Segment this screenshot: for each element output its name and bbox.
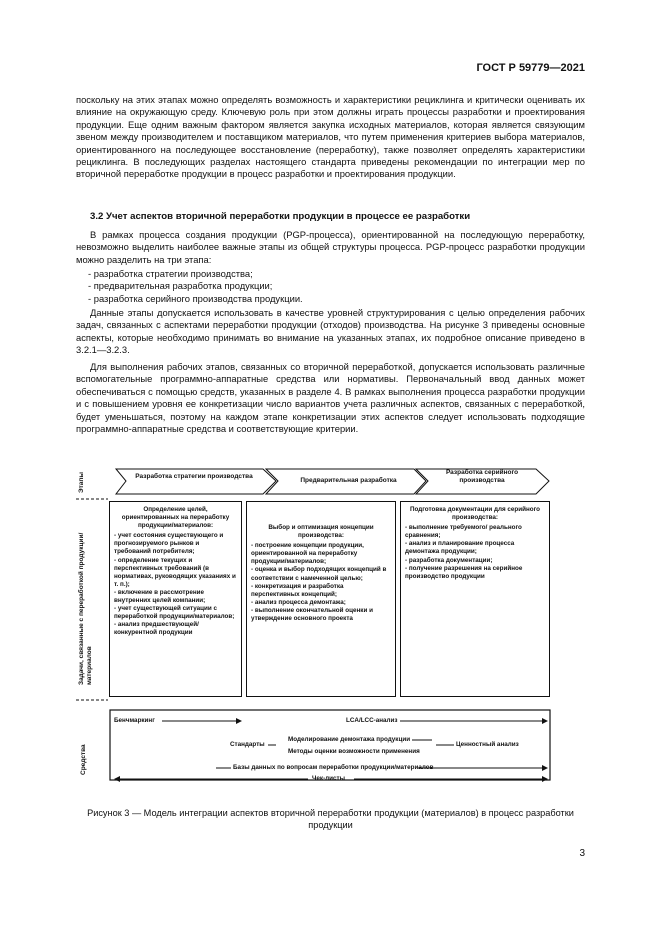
tool-value-analysis: Ценностный анализ	[456, 741, 519, 748]
section-title: 3.2 Учет аспектов вторичной переработки продукции в процессе ее разработки	[90, 211, 471, 222]
task-box-title: Подготовка документации для серийного производства:	[409, 506, 540, 522]
task-box-title: Выбор и оптимизация концепции производства:	[268, 524, 374, 540]
lca-arrowhead	[542, 718, 548, 724]
figure-3	[76, 467, 585, 807]
tool-modeling: Моделирование демонтажа продукции	[288, 736, 411, 743]
figure-caption: Рисунок 3 — Модель интеграции аспектов вторичной переработки продукции (материалов) в процесс разработки продукции	[87, 808, 574, 830]
task-item: - построение концепции продукции, ориентированной на переработку продукции/материалов;	[251, 542, 364, 566]
tool-lca: LCA/LCC-анализ	[346, 717, 398, 724]
task-item: - определение текущих и перспективных требований (в нормативах, руководящих указаниях и т. п.);	[114, 556, 236, 588]
tool-methods: Методы оценки возможности применения	[288, 748, 420, 755]
tool-databases: Базы данных по вопросам переработки продукции/материалов	[233, 764, 434, 771]
task-item: - анализ и планирование процесса демонтажа продукции;	[405, 540, 515, 556]
task-item: - включение в рассмотрение внутренних целей компании;	[114, 588, 206, 605]
stage-label: Предварительная разработка	[300, 477, 397, 484]
tool-checklists: Чек-листы	[312, 775, 346, 782]
task-item: - учет состояния существующего и прогнозируемого рынков и требований потребителя;	[114, 532, 224, 556]
section-paragraph-2: Данные этапы допускается использовать в качестве уровней структурирования с целью определения рабочих задач, связанных с аспектами переработки продукции (отходов) производства. На рисунке 3 приведены основные аспекты, которые необходимо принимать во внимание на указанных этапах, их подробное описание приведено в 3.2.1—3.2.3.	[76, 307, 585, 356]
tool-standards: Стандарты	[230, 741, 265, 748]
list-item: - предварительная разработка продукции;	[88, 280, 273, 292]
checklists-arrowhead-right	[542, 776, 548, 782]
list-item: - разработка стратегии производства;	[88, 268, 253, 279]
stage-label: Разработка серийного производства	[445, 469, 519, 484]
list-item: - разработка серийного производства продукции.	[88, 292, 303, 304]
benchmarking-arrowhead	[236, 718, 242, 724]
stage-list	[76, 268, 303, 305]
task-box-preliminary	[246, 501, 396, 697]
document-header: ГОСТ Р 59779—2021	[476, 62, 585, 74]
section-paragraph-3: Для выполнения рабочих этапов, связанных со вторичной переработкой, допускается использовать различные вспомогательные программно-аппаратные средства или нормативы. Первоначальный ввод данных может обеспечиваться с помощью средств, указанных в разделе 4. В рамках выполнения процесса разработки продукции и с повышением уровня ее конкретизации число вариантов учета различных аспектов, связанных с переработкой, будет уменьшаться, поэтому на каждом этапе конкретизации этих аспектов следует использовать подходящие программно-аппаратные средства и соответствующие критерии.	[76, 361, 585, 435]
task-box-strategy	[109, 501, 242, 697]
checklists-arrowhead-left	[114, 776, 120, 782]
intro-paragraph: поскольку на этих этапах можно определять возможность и характеристики рециклинга и критически оценивать их влияние на окружающую среду. Ключевую роль при этом должны играть процессы разработки и проектирования продукции. Еще одним важным фактором является закупка исходных материалов, которая является связующим звеном между производителем и поставщиком материалов, что путем применения критериев выбора материалов, ориентированного на последующее восстановление (переработку), также позволяет определять характеристики рециклинга. В последующих разделах настоящего стандарта приведены рекомендации по интеграции мер по вторичной переработке продукции в процесс разработки и проектирования продукции.	[76, 94, 585, 180]
section-paragraph-1: В рамках процесса создания продукции (PGP-процесса), ориентированной на последующую переработку, невозможно выделить наиболее важные этапы из общей структуры процесса. PGP-процесс разработки продукции можно разделить на три этапа:	[76, 229, 585, 265]
row-label-tasks: Задачи, связанные с переработкой продукции/материалов	[78, 532, 93, 685]
task-box-title: Определение целей, ориентированных на переработку продукции/материалов:	[121, 506, 230, 530]
task-item: - учет существующей ситуации с переработкой продукции/материалов;	[114, 605, 235, 621]
tool-benchmarking: Бенчмаркинг	[114, 717, 155, 724]
task-item: - выполнение окончательной оценки и утверждение основного проекта	[251, 606, 373, 623]
task-item: - конкретизация и разработка перспективных концепций;	[251, 582, 344, 598]
row-label-tools: Средства	[80, 744, 87, 775]
task-box-serial	[400, 501, 550, 697]
task-item: - получение разрешения на серийное производство продукции	[405, 564, 523, 580]
task-item: - анализ процесса демонтажа;	[251, 598, 346, 606]
stage-label: Разработка стратегии производства	[135, 473, 253, 480]
task-item: - оценка и выбор подходящих концепций в соответствии с намеченной целью;	[251, 566, 387, 582]
databases-arrowhead	[542, 765, 548, 771]
task-item: - выполнение требуемого/ реального сравнения;	[405, 524, 522, 540]
page-number: 3	[579, 848, 585, 859]
task-item: - анализ предшествующей/конкурентной продукции	[114, 621, 199, 637]
task-item: - разработка документации;	[405, 556, 493, 564]
row-label-stages: Этапы	[78, 472, 85, 493]
